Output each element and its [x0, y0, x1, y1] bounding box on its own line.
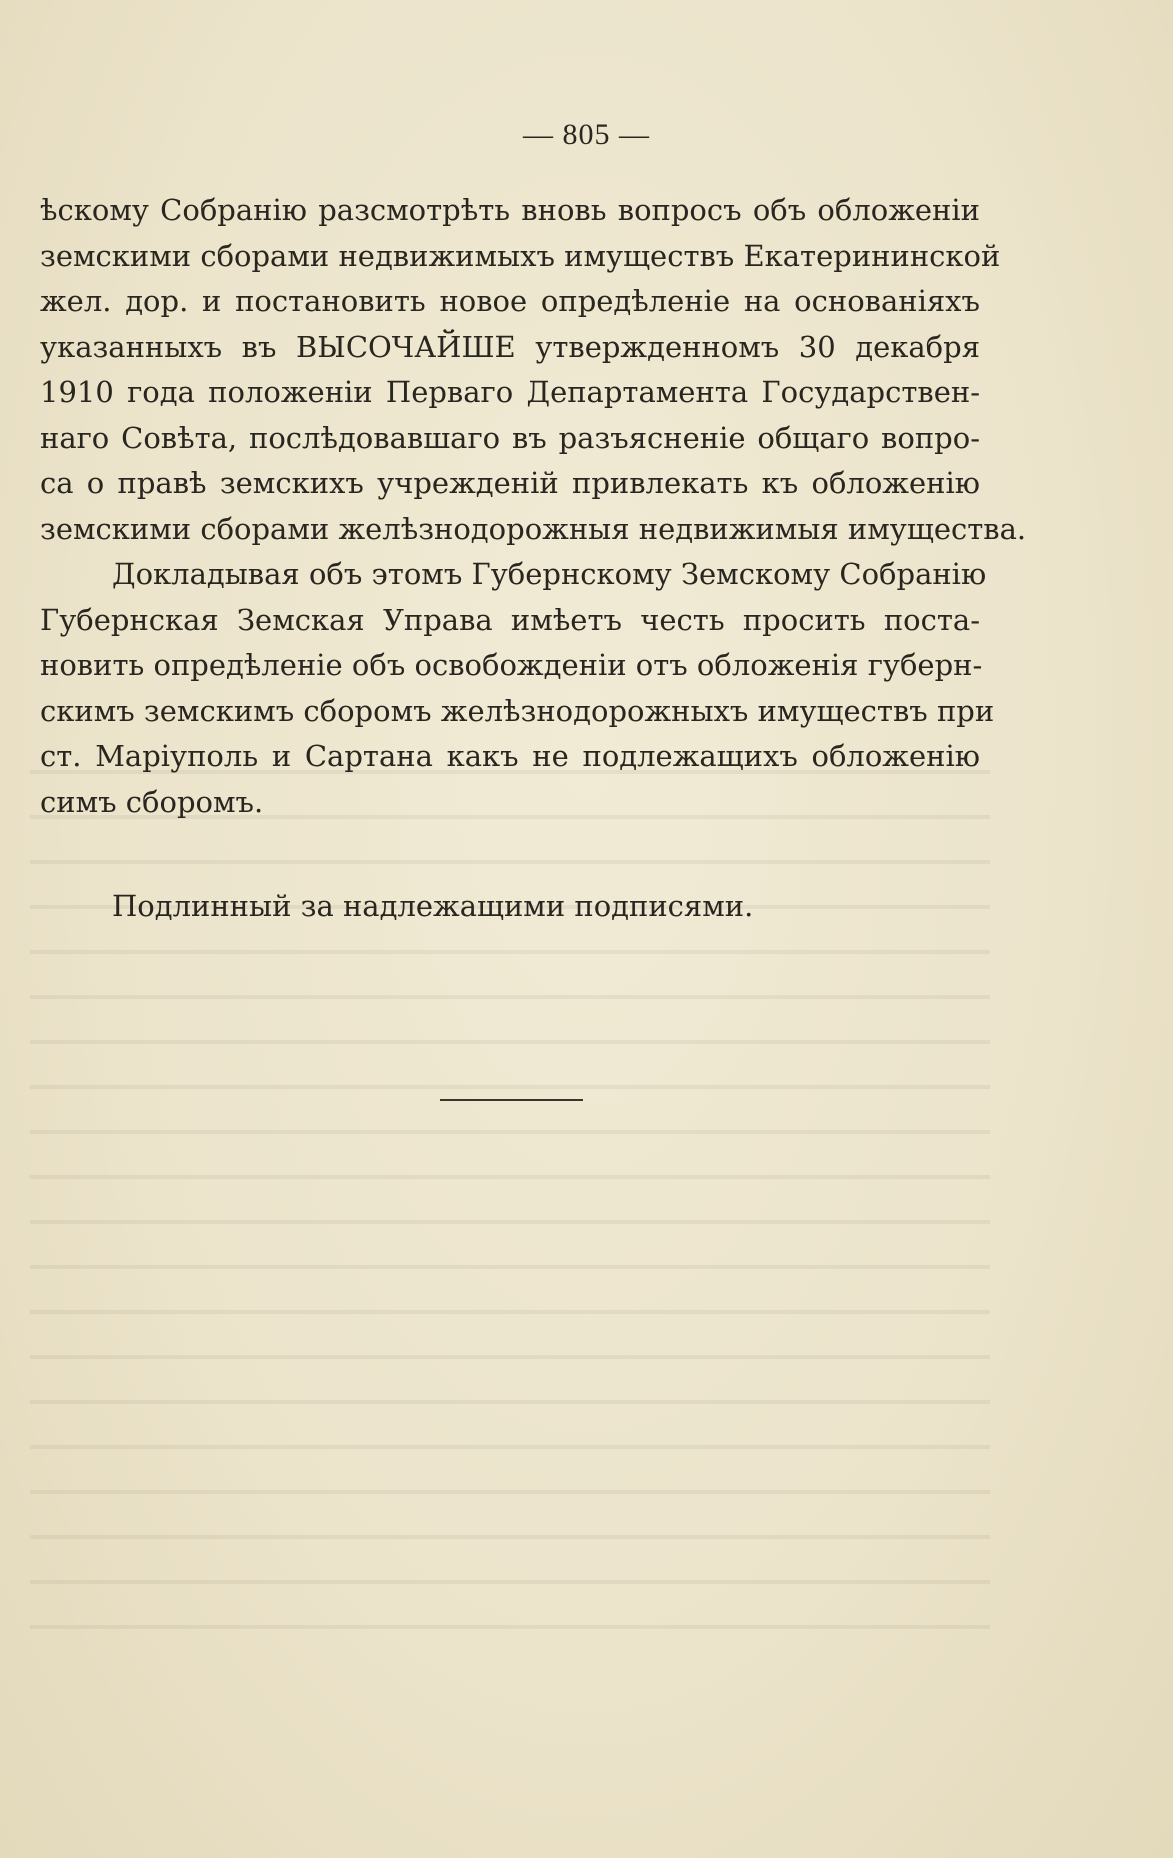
- text-line: земскими сборами желѣзнодорожныя недвижимыя имущества.: [40, 511, 1027, 546]
- text-line: Губернская Земская Управа имѣетъ честь просить поста-: [40, 602, 980, 637]
- text-line: скимъ земскимъ сборомъ желѣзнодорожныхъ имуществъ при: [40, 693, 995, 728]
- text-line: 1910 года положеніи Перваго Департамента Государствен-: [40, 375, 980, 409]
- body-text: [40, 188, 1027, 825]
- text-line: ѣскому Собранію разсмотрѣть вновь вопросъ объ обложеніи: [40, 193, 980, 227]
- text-line: Докладывая объ этомъ Губернскому Земскому Собранію: [112, 557, 987, 591]
- text-line: ст. Маріуполь и Сартана какъ не подлежащихъ обложенію: [40, 739, 980, 773]
- text-line: жел. дор. и постановить новое опредѣленіе на основаніяхъ: [40, 284, 980, 318]
- text-line: са о правѣ земскихъ учрежденій привлекать къ обложенію: [40, 466, 980, 500]
- text-line: новить опредѣленіе объ освобожденіи отъ обложенія губерн-: [40, 648, 983, 682]
- page-number: — 805 —: [523, 118, 650, 151]
- text-line: указанныхъ въ ВЫСОЧАЙШЕ утвержденномъ 30 декабря: [40, 329, 980, 364]
- text-line: симъ сборомъ.: [40, 784, 264, 819]
- text-line: наго Совѣта, послѣдовавшаго въ разъясненіе общаго вопро-: [40, 420, 980, 455]
- text-line: земскими сборами недвижимыхъ имуществъ Екатерининской: [40, 238, 1001, 273]
- signature-note: Подлинный за надлежащими подписями.: [112, 889, 754, 923]
- section-divider: [440, 1099, 583, 1101]
- show-through-texture: [30, 740, 990, 1660]
